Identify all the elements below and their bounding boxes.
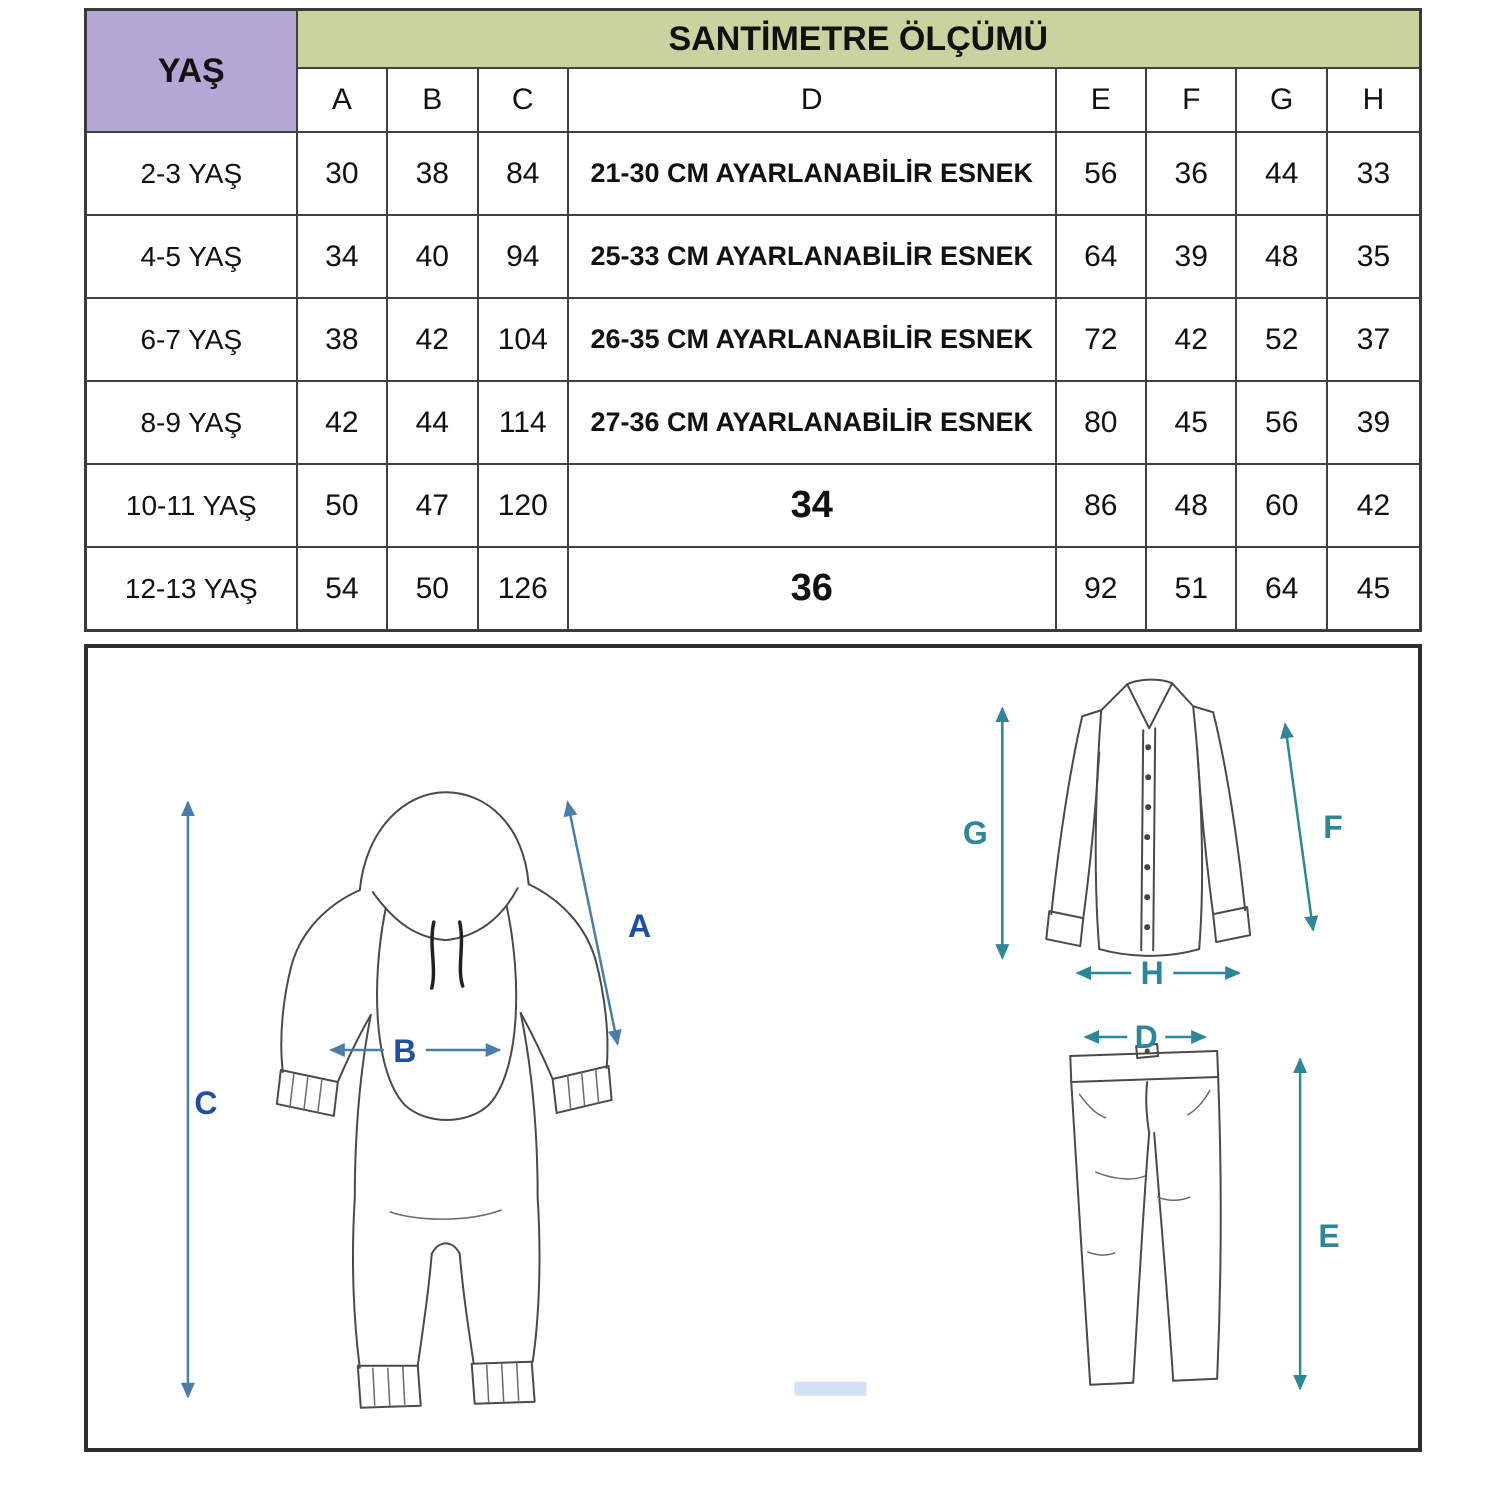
- measure-label-f: F: [1323, 809, 1343, 846]
- value-cell-e: 72: [1056, 298, 1146, 381]
- table-row: [86, 132, 1421, 215]
- value-cell-c: 126: [478, 547, 568, 631]
- column-header-c: C: [478, 68, 568, 132]
- value-cell-h: 45: [1327, 547, 1421, 631]
- value-cell-f: 42: [1146, 298, 1236, 381]
- value-cell-b: 40: [387, 215, 477, 298]
- value-cell-a: 54: [297, 547, 387, 631]
- value-cell-e: 92: [1056, 547, 1146, 631]
- value-cell-h: 42: [1327, 464, 1421, 547]
- cm-measurement-header: SANTİMETRE ÖLÇÜMÜ: [297, 10, 1421, 69]
- column-header-d: D: [568, 68, 1056, 132]
- value-cell-e: 64: [1056, 215, 1146, 298]
- value-cell-a: 42: [297, 381, 387, 464]
- value-cell-g: 48: [1236, 215, 1326, 298]
- age-cell: 4-5 YAŞ: [86, 215, 297, 298]
- value-cell-d: 26-35 CM AYARLANABİLİR ESNEK: [568, 298, 1056, 381]
- value-cell-g: 44: [1236, 132, 1326, 215]
- value-cell-a: 38: [297, 298, 387, 381]
- column-header-f: F: [1146, 68, 1236, 132]
- measure-label-b: B: [393, 1032, 417, 1069]
- value-cell-f: 36: [1146, 132, 1236, 215]
- measurement-diagram-svg: [88, 648, 1418, 1448]
- measure-label-a: A: [628, 908, 652, 945]
- value-cell-h: 33: [1327, 132, 1421, 215]
- measure-arrow-a: [568, 802, 618, 1044]
- value-cell-d: 27-36 CM AYARLANABİLİR ESNEK: [568, 381, 1056, 464]
- table-row: [86, 381, 1421, 464]
- value-cell-g: 64: [1236, 547, 1326, 631]
- value-cell-h: 35: [1327, 215, 1421, 298]
- value-cell-d: 36: [568, 547, 1056, 631]
- value-cell-d: 25-33 CM AYARLANABİLİR ESNEK: [568, 215, 1056, 298]
- measure-label-h: H: [1140, 955, 1164, 992]
- value-cell-b: 50: [387, 547, 477, 631]
- watermark-rect: [794, 1382, 866, 1396]
- value-cell-e: 56: [1056, 132, 1146, 215]
- shirt-drawing: [1046, 680, 1250, 956]
- value-cell-a: 34: [297, 215, 387, 298]
- pants-measure-arrows: [1085, 1019, 1339, 1389]
- header-row-1: [86, 10, 1421, 69]
- value-cell-g: 52: [1236, 298, 1326, 381]
- value-cell-g: 56: [1236, 381, 1326, 464]
- value-cell-g: 60: [1236, 464, 1326, 547]
- column-header-g: G: [1236, 68, 1326, 132]
- value-cell-b: 47: [387, 464, 477, 547]
- value-cell-a: 30: [297, 132, 387, 215]
- value-cell-d: 34: [568, 464, 1056, 547]
- table-row: [86, 215, 1421, 298]
- value-cell-f: 45: [1146, 381, 1236, 464]
- value-cell-c: 120: [478, 464, 568, 547]
- measure-label-e: E: [1318, 1217, 1340, 1254]
- measure-label-g: G: [962, 815, 988, 852]
- value-cell-c: 114: [478, 381, 568, 464]
- table-row: [86, 298, 1421, 381]
- table-row: [86, 464, 1421, 547]
- onesie-measure-arrows: [188, 802, 651, 1397]
- column-header-h: H: [1327, 68, 1421, 132]
- column-header-b: B: [387, 68, 477, 132]
- pants-drawing: [1070, 1044, 1220, 1385]
- value-cell-e: 80: [1056, 381, 1146, 464]
- value-cell-b: 44: [387, 381, 477, 464]
- measure-arrow-f: [1285, 724, 1313, 930]
- size-chart-content: [84, 8, 1422, 1452]
- value-cell-b: 38: [387, 132, 477, 215]
- value-cell-b: 42: [387, 298, 477, 381]
- value-cell-h: 37: [1327, 298, 1421, 381]
- size-table: [84, 8, 1422, 632]
- value-cell-d: 21-30 CM AYARLANABİLİR ESNEK: [568, 132, 1056, 215]
- age-cell: 12-13 YAŞ: [86, 547, 297, 631]
- value-cell-f: 51: [1146, 547, 1236, 631]
- measure-label-c: C: [194, 1084, 218, 1121]
- value-cell-c: 104: [478, 298, 568, 381]
- value-cell-f: 48: [1146, 464, 1236, 547]
- value-cell-h: 39: [1327, 381, 1421, 464]
- age-cell: 2-3 YAŞ: [86, 132, 297, 215]
- value-cell-e: 86: [1056, 464, 1146, 547]
- measurement-diagram: [84, 644, 1422, 1452]
- age-cell: 10-11 YAŞ: [86, 464, 297, 547]
- measure-label-d: D: [1134, 1019, 1158, 1055]
- value-cell-c: 94: [478, 215, 568, 298]
- table-row: [86, 547, 1421, 631]
- value-cell-f: 39: [1146, 215, 1236, 298]
- value-cell-a: 50: [297, 464, 387, 547]
- age-cell: 8-9 YAŞ: [86, 381, 297, 464]
- column-header-e: E: [1056, 68, 1146, 132]
- age-column-header: YAŞ: [86, 10, 297, 133]
- age-cell: 6-7 YAŞ: [86, 298, 297, 381]
- value-cell-c: 84: [478, 132, 568, 215]
- onesie-drawing: [277, 792, 612, 1408]
- column-header-a: A: [297, 68, 387, 132]
